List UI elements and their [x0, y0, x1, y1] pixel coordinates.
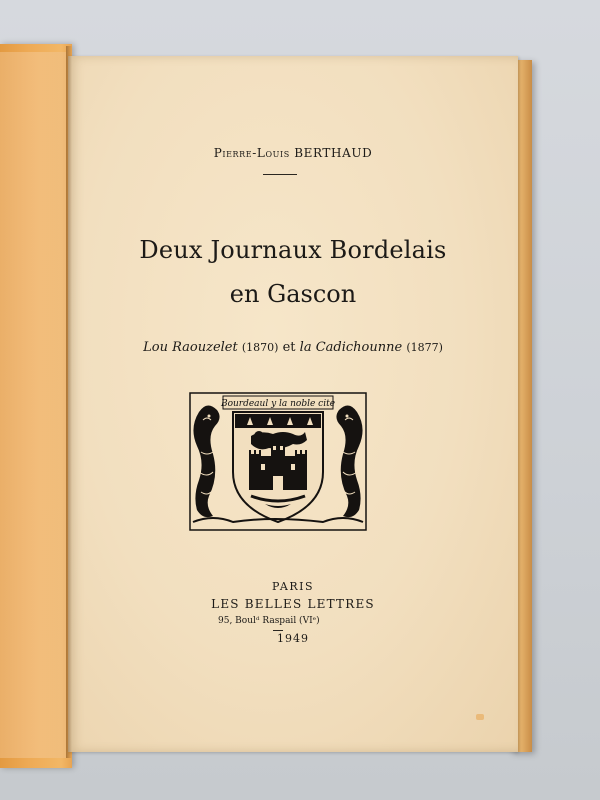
emblem-motto: Bourdeaul y la noble cite	[220, 399, 336, 409]
subtitle	[68, 340, 518, 355]
title-line-1: Deux Journaux Bordelais	[139, 236, 447, 264]
subtitle-work-1: Lou Raouzelet	[143, 340, 238, 355]
subtitle-year-2: (1877)	[406, 341, 443, 354]
imprint-publisher: LES BELLES LETTRES	[211, 597, 375, 611]
left-cover-inner	[0, 52, 66, 758]
author-divider	[263, 174, 297, 175]
subtitle-year-1: (1870)	[241, 341, 279, 354]
title-page	[68, 56, 518, 752]
subtitle-conjunction: et	[282, 340, 296, 355]
title-line-2: en Gascon	[229, 280, 357, 308]
bordeaux-coat-of-arms-icon	[189, 392, 367, 531]
imprint-address: 95, Boulᵈ Raspail (VIᵉ)	[218, 616, 320, 626]
author-name: Pierre-Louis BERTHAUD	[213, 146, 373, 160]
subtitle-work-2: la Cadichounne	[299, 340, 403, 355]
imprint-city: PARIS	[272, 580, 314, 593]
imprint-divider	[273, 630, 283, 631]
page-gutter-shadow	[66, 46, 72, 758]
paper-stain	[476, 714, 484, 720]
imprint-year: 1949	[277, 632, 309, 645]
